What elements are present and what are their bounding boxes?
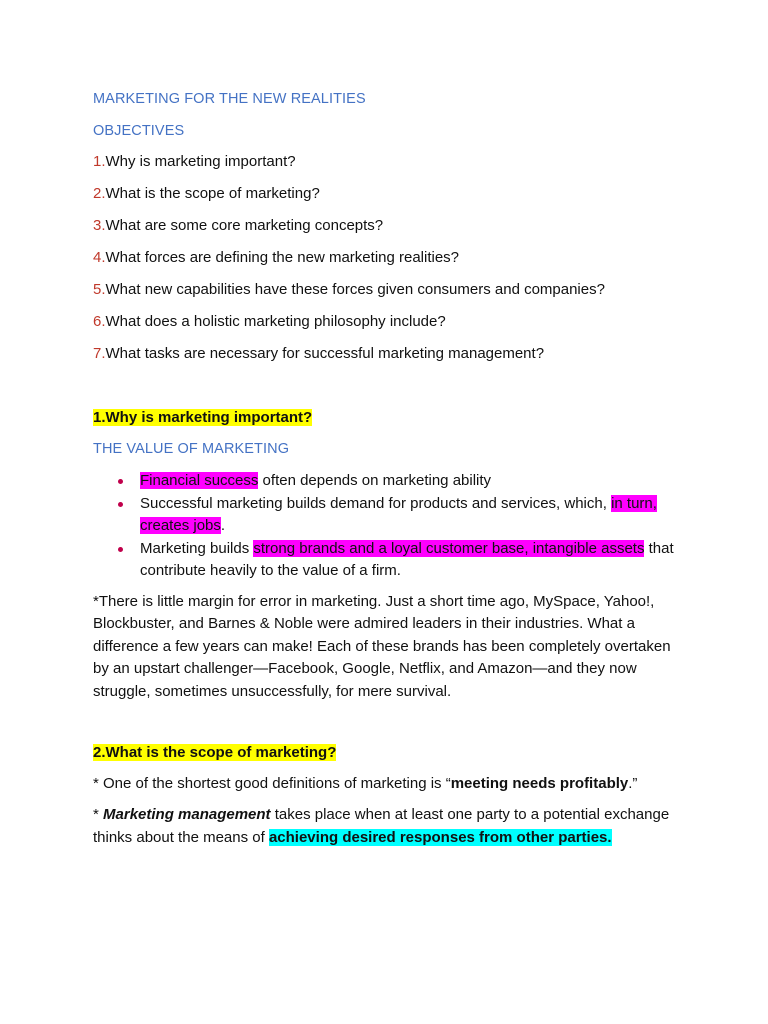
paragraph-text: * [93,806,104,823]
objective-item [93,215,683,238]
document-page [93,88,683,858]
paragraph-text: * One of the shortest good definitions of marketing is “ [93,774,451,792]
bullet-dot-icon [118,479,123,484]
section-2-title-text: 2.What is the scope of marketing? [93,744,337,761]
bullet-item [140,493,683,538]
section-1-title [93,407,683,430]
objective-item [93,279,683,302]
highlighted-text: Financial success [140,472,259,489]
value-bullet-list [93,470,683,583]
objective-number: 6. [93,313,106,330]
objective-number: 4. [93,249,106,266]
objective-text: What is the scope of marketing? [105,185,320,202]
objective-text: Why is marketing important? [105,153,296,170]
bullet-dot-icon [118,502,123,507]
value-of-marketing-heading: THE VALUE OF MARKETING [93,440,290,457]
objective-number: 5. [93,281,106,298]
definition-paragraph [93,773,683,796]
bullet-text: Successful marketing builds demand for products and services, which, [140,494,612,512]
objectives-heading: OBJECTIVES [93,122,185,139]
objective-number: 7. [93,345,106,362]
objective-text: What does a holistic marketing philosophy include? [105,313,446,330]
objective-item [93,311,683,334]
highlighted-text: achieving desired responses from other parties. [268,828,612,846]
spacer [93,375,683,407]
bullet-text: often depends on marketing ability [258,472,492,489]
spacer [93,712,683,742]
objective-number: 3. [93,217,106,234]
bold-italic-text: Marketing management [103,806,271,823]
bullet-text: Marketing builds [140,539,254,557]
bold-text: meeting needs profitably [450,774,629,792]
objective-text: What forces are defining the new marketing realities? [105,249,460,266]
objective-item [93,247,683,270]
bullet-dot-icon [118,547,123,552]
highlighted-text: strong brands and a loyal customer base, intangible assets [253,539,645,557]
objective-item [93,343,683,366]
bullet-item [140,538,683,583]
document-title: MARKETING FOR THE NEW REALITIES [93,91,366,107]
section-2-title [93,742,683,765]
bullet-text: that contribute heavily to the value of a firm. [140,539,674,579]
bullet-item [140,470,683,493]
objective-text: What tasks are necessary for successful marketing management? [105,345,545,362]
objective-text: What are some core marketing concepts? [105,217,384,234]
paragraph-text: takes place when at least one party to a potential exchange thinks about the means of [93,806,670,846]
paragraph-text: .” [628,774,638,792]
section-1-title-text: 1.Why is marketing important? [93,409,313,426]
bullet-text: . [220,517,226,534]
margin-for-error-paragraph: *There is little margin for error in marketing. Just a short time ago, MySpace, Yahoo!, Blockbuster, and Barnes & Noble were admired leaders in their industries. What a difference a few years can make! Each of these brands has been completely overtaken by an upstart challenger—Facebook, Google, Netflix, and Amazon—and they now struggle, sometimes unsuccessfully, for mere survival. [93,592,671,700]
objective-item [93,151,683,174]
objective-text: What new capabilities have these forces given consumers and companies? [105,281,605,298]
highlighted-text: in turn, creates jobs [140,494,657,534]
objective-number: 2. [93,185,106,202]
objective-item [93,183,683,206]
marketing-management-paragraph [93,804,683,849]
objective-number: 1. [93,153,106,170]
objectives-list [93,151,683,366]
